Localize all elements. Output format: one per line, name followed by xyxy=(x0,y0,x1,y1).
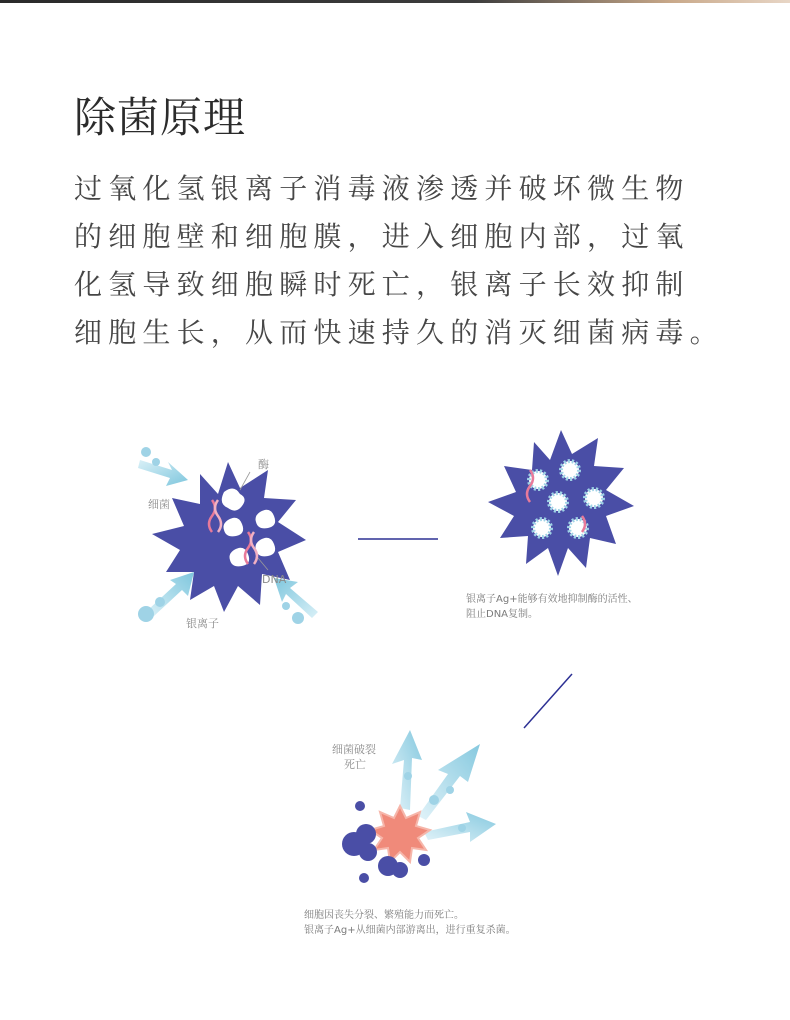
silver-ion-arrow xyxy=(418,744,480,820)
silver-ion-dot xyxy=(138,606,154,622)
inhibited-enzyme xyxy=(549,493,567,511)
fig2-caption-line-1: 银离子Ag+能够有效地抑制酶的活性、 xyxy=(466,594,638,605)
description-line-4: 细胞生长，从而快速持久的消灭细菌病毒。 xyxy=(74,316,724,349)
inhibited-enzyme xyxy=(533,519,551,537)
fig3-label-line-2: 死亡 xyxy=(344,758,366,771)
label-dna: DNA xyxy=(262,573,287,586)
bacteria-fragment xyxy=(359,843,377,861)
page-title: 除菌原理 xyxy=(74,93,247,142)
bacteria-fragment xyxy=(392,862,408,878)
connector-line-diagonal xyxy=(522,672,574,730)
bacteria-attack-illustration xyxy=(128,440,328,640)
enzyme-inhibition-illustration xyxy=(486,428,636,578)
label-bacteria: 细菌 xyxy=(148,498,170,511)
top-accent-bar xyxy=(0,0,790,3)
silver-ion-dot xyxy=(446,786,454,794)
inhibited-enzyme xyxy=(585,489,603,507)
silver-ion-dot xyxy=(404,772,412,780)
silver-ion-dot xyxy=(292,612,304,624)
silver-ion-dot xyxy=(152,458,160,466)
silver-ion-dot xyxy=(282,602,290,610)
label-enzyme: 酶 xyxy=(258,458,269,471)
fig3-label-line-1: 细菌破裂 xyxy=(332,743,376,756)
bacteria-fragment xyxy=(359,873,369,883)
bacteria-fragment xyxy=(356,824,376,844)
fig3-caption-line-1: 细胞因丧失分裂、繁殖能力而死亡。 xyxy=(304,910,464,921)
fig2-caption-line-2: 阻止DNA复制。 xyxy=(466,609,539,620)
description-line-1: 过氧化氢银离子消毒液渗透并破坏微生物 xyxy=(74,172,690,205)
inhibited-enzyme xyxy=(561,461,579,479)
bacteria-fragment xyxy=(418,854,430,866)
silver-ion-arrow xyxy=(148,572,194,616)
description-paragraph xyxy=(74,165,724,357)
fig3-caption-line-2: 银离子Ag+从细菌内部游离出，进行重复杀菌。 xyxy=(304,925,516,936)
silver-ion-dot xyxy=(429,795,439,805)
bacteria-fragment xyxy=(355,801,365,811)
silver-ion-dot xyxy=(155,597,165,607)
label-silver-ion: 银离子 xyxy=(186,617,219,630)
silver-ion-dot xyxy=(458,824,466,832)
description-line-3: 化氢导致细胞瞬时死亡，银离子长效抑制 xyxy=(74,268,690,301)
silver-ion-arrow xyxy=(138,460,188,486)
connector-line-horizontal xyxy=(358,536,438,542)
description-line-2: 的细胞壁和细胞膜，进入细胞内部，过氧 xyxy=(74,220,690,253)
silver-ion-dot xyxy=(141,447,151,457)
silver-ion-arrow xyxy=(392,730,422,810)
